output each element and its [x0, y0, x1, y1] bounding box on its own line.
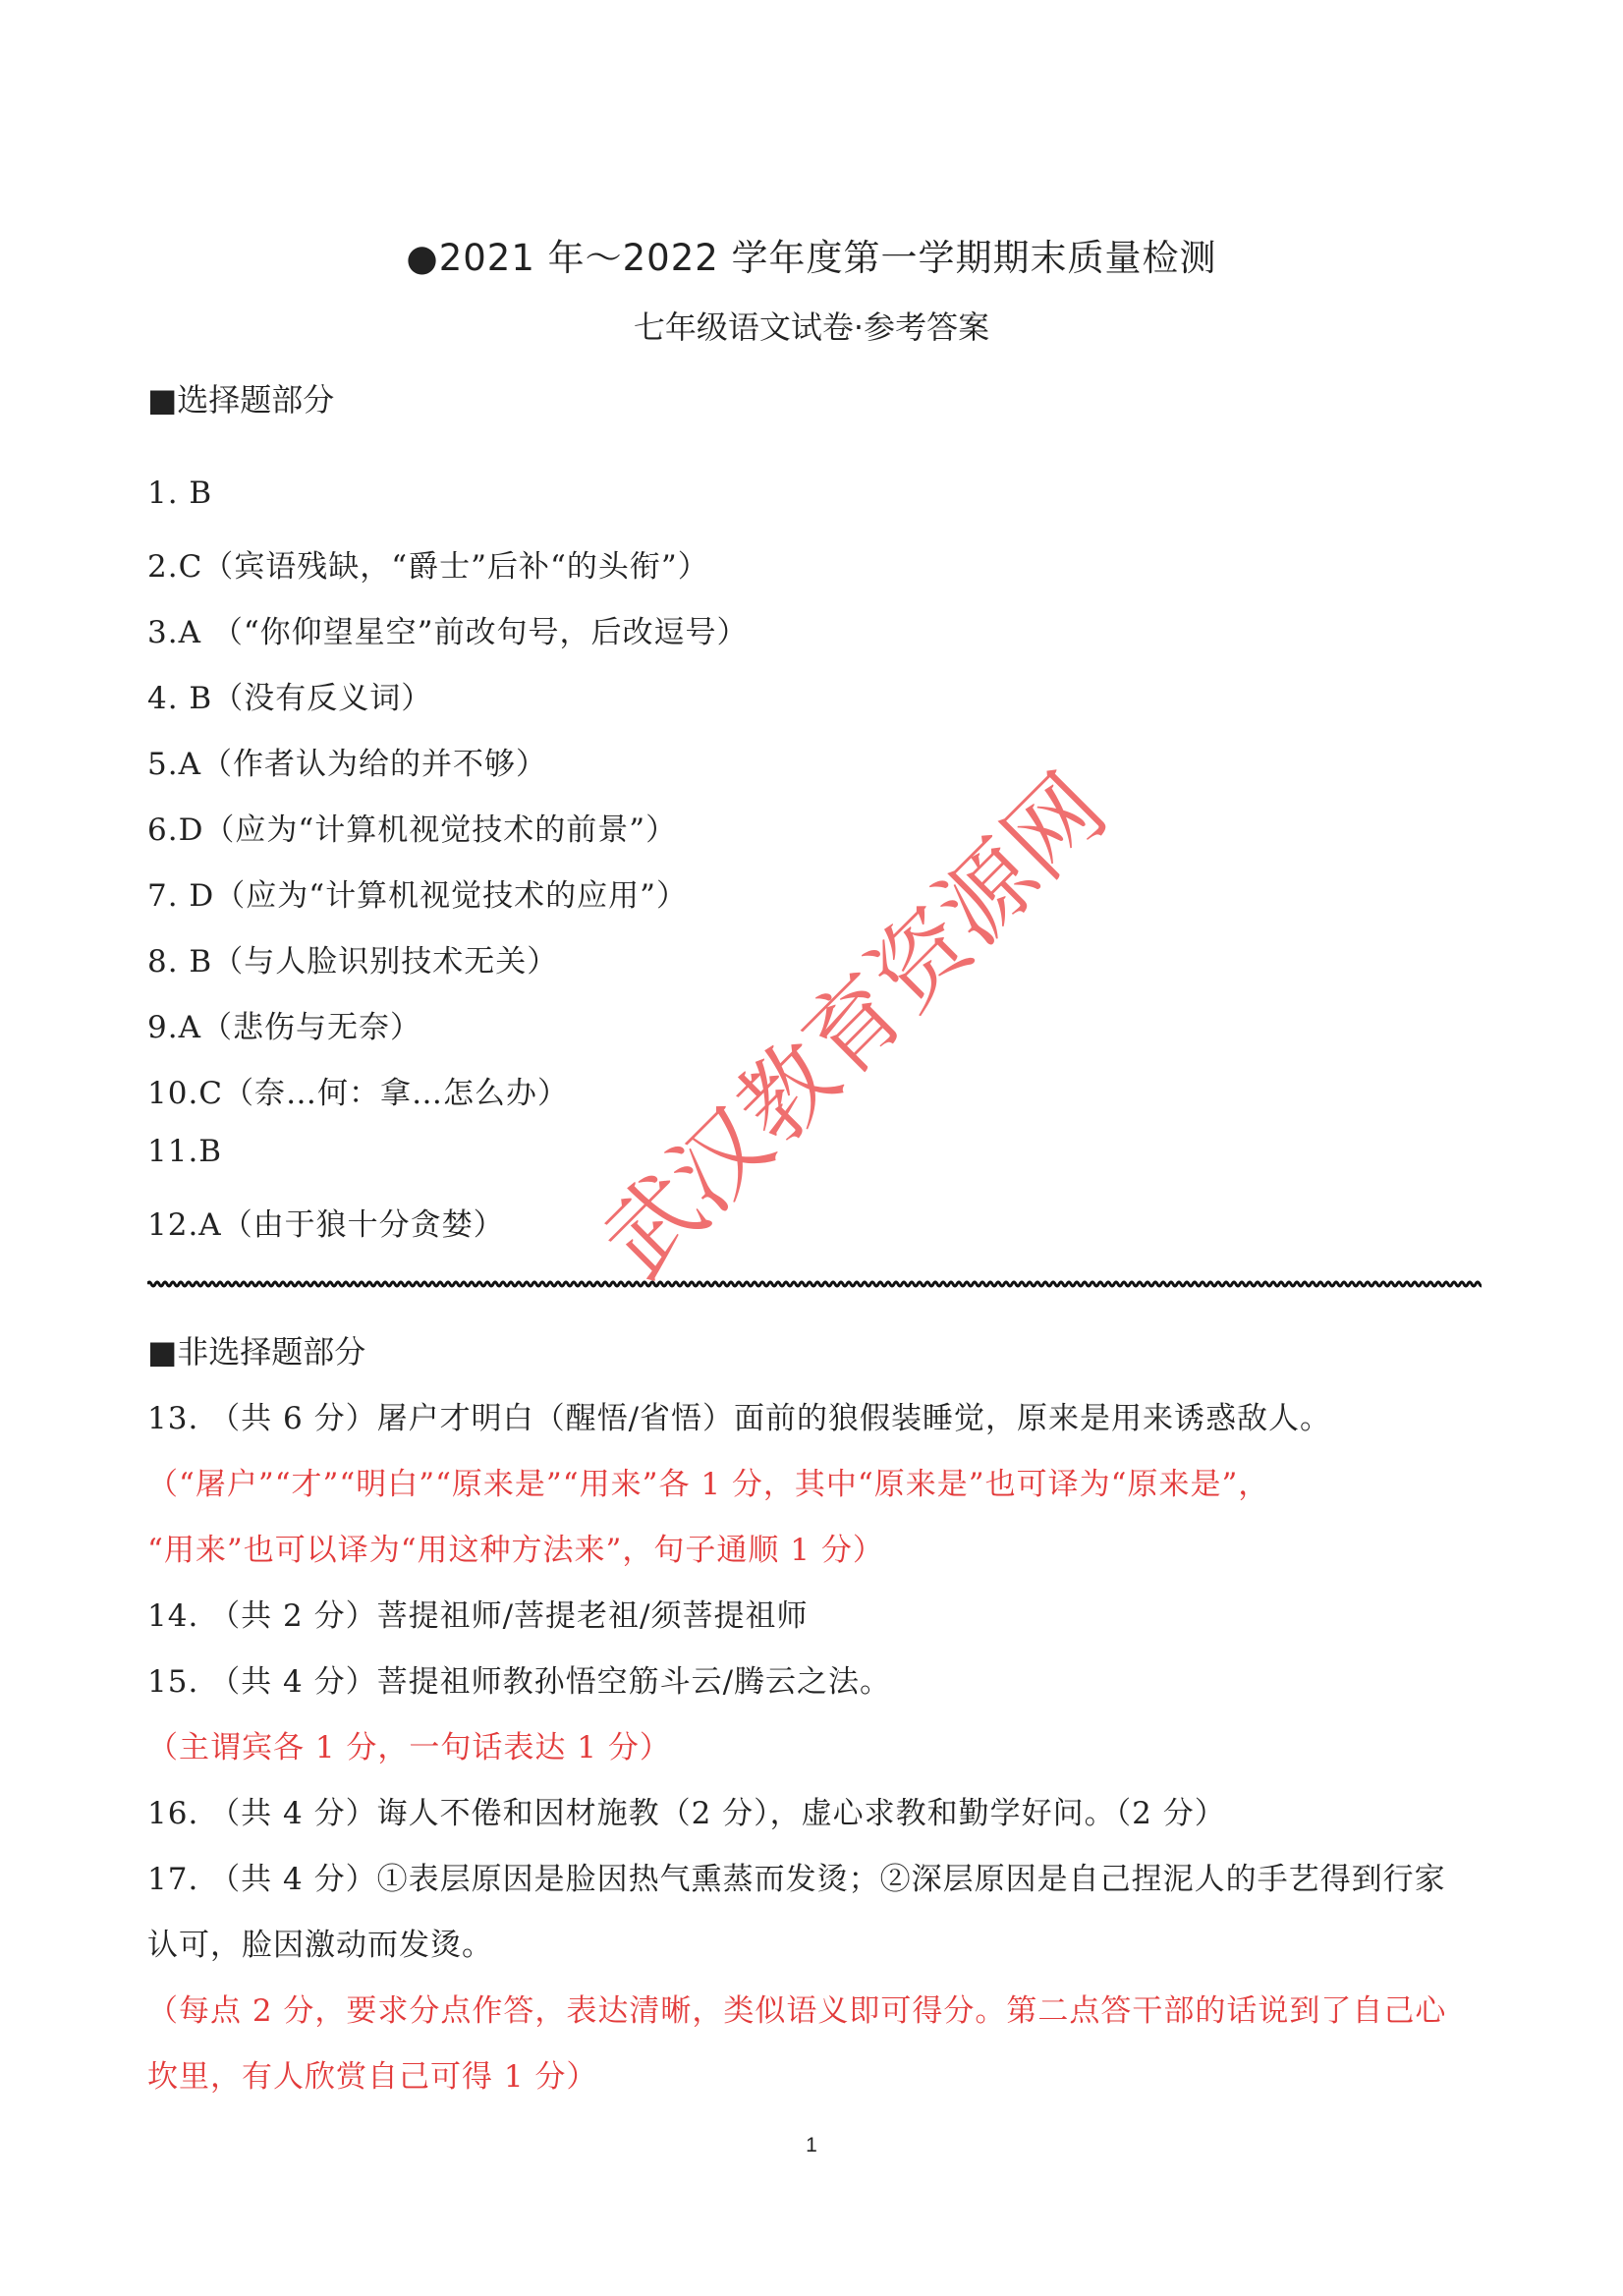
answer-line: 4. B（没有反义词）	[147, 681, 433, 716]
answer-line: 13. （共 6 分）屠户才明白（醒悟/省悟）面前的狼假装睡觉，原来是用来诱惑敌人。	[147, 1401, 1332, 1436]
answer-line: 16. （共 4 分）诲人不倦和因材施教（2 分），虚心求教和勤学好问。（2 分）	[147, 1796, 1226, 1831]
answer-line: 认可，脸因激动而发烫。	[147, 1928, 493, 1963]
answer-line: 6.D（应为“计算机视觉技术的前景”）	[147, 812, 678, 848]
scoring-note: （每点 2 分，要求分点作答，表达清晰，类似语义即可得分。第二点答干部的话说到了自己心	[147, 1993, 1447, 2029]
answer-line: 15. （共 4 分）菩提祖师教孙悟空筋斗云/腾云之法。	[147, 1664, 892, 1700]
page-number: 1	[806, 2134, 817, 2156]
answer-line: 10.C（奈…何：拿…怎么办）	[147, 1076, 570, 1111]
answer-line: 12.A（由于狼十分贪婪）	[147, 1207, 505, 1243]
answer-line: 1. B	[147, 476, 213, 511]
answer-line: 9.A（悲伤与无奈）	[147, 1010, 421, 1045]
scoring-note: （主谓宾各 1 分，一句话表达 1 分）	[147, 1730, 671, 1765]
page-subtitle: 七年级语文试卷·参考答案	[633, 308, 990, 346]
section-heading-choice: ■选择题部分	[147, 381, 335, 419]
wavy-divider	[147, 1279, 1482, 1289]
answer-line: 11.B	[147, 1134, 223, 1169]
section-heading-nonchoice: ■非选择题部分	[147, 1333, 366, 1371]
answer-line: 7. D（应为“计算机视觉技术的应用”）	[147, 878, 688, 914]
answer-line: 5.A（作者认为给的并不够）	[147, 747, 547, 782]
scoring-note: （“屠户”“才”“明白”“原来是”“用来”各 1 分，其中“原来是”也可译为“原来是”，	[147, 1467, 1270, 1502]
scoring-note: “用来”也可以译为“用这种方法来”，句子通顺 1 分）	[147, 1533, 884, 1568]
answer-line: 8. B（与人脸识别技术无关）	[147, 944, 559, 980]
answer-line: 14. （共 2 分）菩提祖师/菩提老祖/须菩提祖师	[147, 1598, 809, 1634]
page-title: ●2021 年～2022 学年度第一学期期末质量检测	[406, 237, 1217, 279]
answer-line: 3.A （“你仰望星空”前改句号，后改逗号）	[147, 615, 749, 650]
answer-line: 2.C（宾语残缺，“爵士”后补“的头衔”）	[147, 549, 709, 585]
answer-line: 17. （共 4 分）①表层原因是脸因热气熏蒸而发烫；②深层原因是自己捏泥人的手艺得到行家	[147, 1862, 1446, 1897]
watermark: 武汉教育资源网	[582, 754, 1128, 1299]
scoring-note: 坎里，有人欣赏自己可得 1 分）	[147, 2059, 598, 2095]
